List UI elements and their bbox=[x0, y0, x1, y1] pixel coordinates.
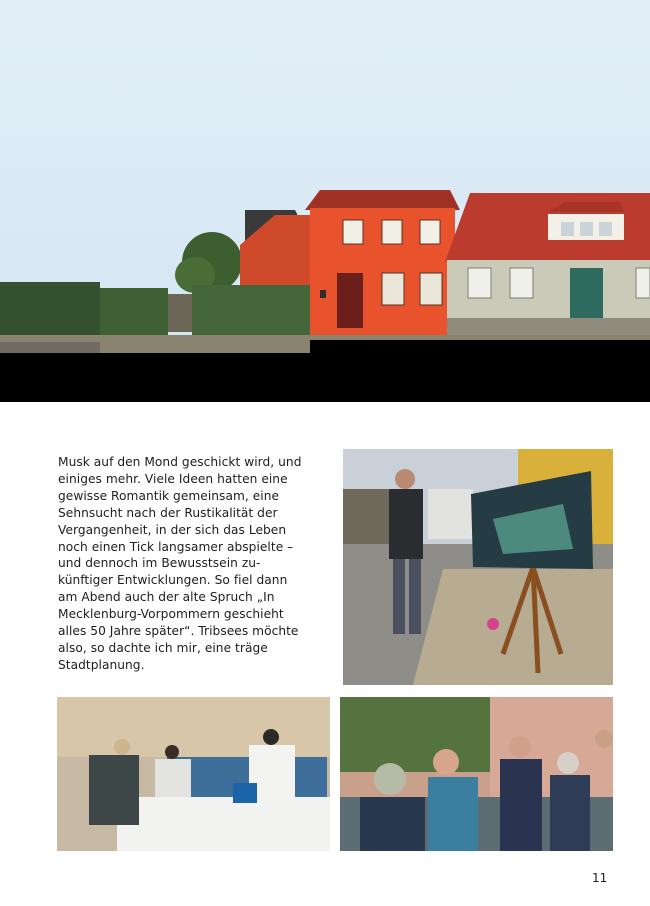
page-number: 11 bbox=[592, 871, 608, 885]
hedge-right bbox=[192, 285, 310, 340]
body-text: Musk auf den Mond geschickt wird, und einiges mehr. Viele Ideen hatten eine gewisse Romantik gemeinsam, eine Sehnsucht nach der Rustikalität der Vergangenheit, in der sich das Leben noch einen Tick langsamer abspielte – und dennoch im Bewusstsein zu- künftiger Entwicklungen. So fiel dann am Abend auch der alte Spruch „In Mecklenburg-Vorpommern geschieht alles 50 Jahre später“. Tribsees möchte also, so dachte ich mir, eine träge Stadtplanung. bbox=[58, 455, 302, 672]
hero-street-panorama bbox=[0, 0, 650, 402]
photo-presenter-with-map bbox=[343, 449, 613, 685]
hedge-left bbox=[0, 282, 100, 342]
red-house-roof bbox=[305, 190, 460, 210]
photo-table-gathering bbox=[57, 697, 330, 851]
photo-group-outdoors bbox=[340, 697, 613, 851]
black-band bbox=[0, 353, 650, 402]
